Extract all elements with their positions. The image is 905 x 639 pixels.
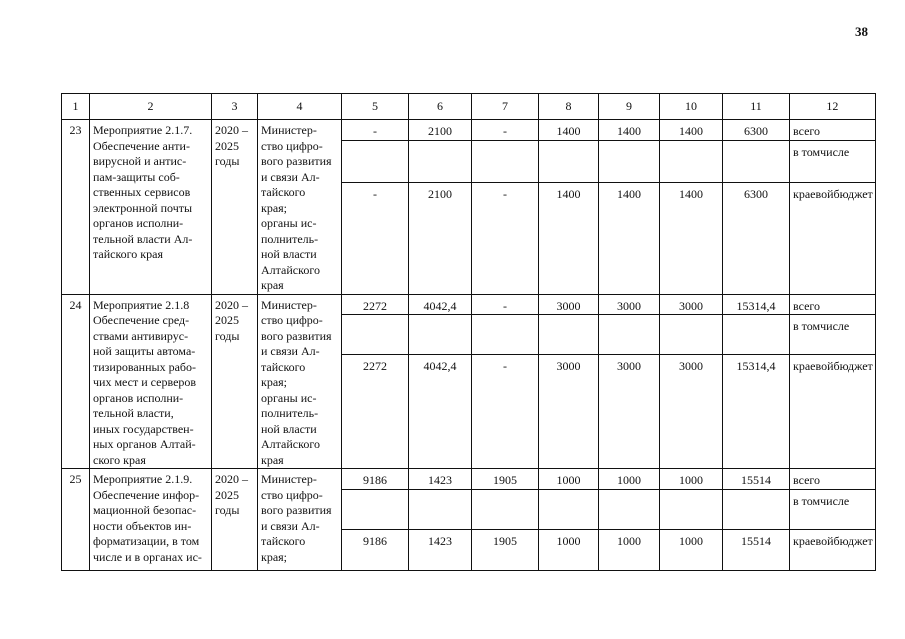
value-cell: 1905: [472, 469, 539, 490]
source-line: в том: [793, 145, 821, 160]
empty-value-cell: [539, 141, 599, 183]
activity-number: 24: [62, 294, 90, 469]
value-cell: 3000: [660, 294, 723, 315]
table-header-row: [62, 94, 876, 120]
value-cell: 1400: [599, 120, 660, 141]
activity-line: тизированных рабо-: [93, 359, 196, 374]
activity-line: иных государствен-: [93, 421, 194, 436]
source-line: краевой: [793, 187, 834, 201]
column-header: 7: [472, 94, 539, 120]
funding-source-including: [790, 489, 876, 529]
column-header: 10: [660, 94, 723, 120]
column-header: 2: [90, 94, 212, 120]
funding-source-budget: [790, 355, 876, 469]
executor-line: ной власти: [261, 421, 317, 436]
value-cell: 1000: [660, 469, 723, 490]
value-cell: -: [472, 183, 539, 295]
value-cell: 3000: [599, 294, 660, 315]
executor-line: тайского: [261, 534, 306, 548]
period-cell: [212, 120, 258, 295]
empty-value-cell: [472, 489, 539, 529]
empty-value-cell: [723, 315, 790, 355]
empty-value-cell: [599, 141, 660, 183]
column-header: 3: [212, 94, 258, 120]
value-cell: 15514: [723, 469, 790, 490]
executor-line: полнитель-: [261, 231, 319, 246]
activity-line: органов исполни-: [93, 390, 184, 405]
executor-line: края;: [261, 549, 288, 564]
period-line: годы: [215, 154, 240, 168]
source-line: в том: [793, 319, 821, 334]
executor-line: Министер-: [261, 472, 317, 486]
executor-cell: [258, 120, 342, 295]
source-line: бюджет: [833, 533, 873, 548]
activity-line: вирусной и антис-: [93, 154, 187, 168]
value-cell: 1400: [599, 183, 660, 295]
source-line: краевой: [793, 359, 834, 374]
value-cell: 3000: [539, 355, 599, 469]
value-cell: 1423: [409, 469, 472, 490]
activity-description: [90, 469, 212, 571]
source-line: числе: [820, 319, 850, 334]
funding-source-budget: [790, 529, 876, 570]
empty-value-cell: [409, 489, 472, 529]
column-header: 6: [409, 94, 472, 120]
empty-value-cell: [660, 489, 723, 529]
period-line: 2025: [215, 313, 239, 327]
empty-value-cell: [539, 489, 599, 529]
value-cell: 1423: [409, 529, 472, 570]
value-cell: 6300: [723, 120, 790, 141]
value-cell: -: [342, 183, 409, 295]
value-cell: -: [342, 120, 409, 141]
value-cell: 1400: [539, 120, 599, 141]
empty-value-cell: [472, 141, 539, 183]
period-line: 2025: [215, 138, 239, 153]
period-line: 2020 –: [215, 297, 248, 312]
value-cell: 2272: [342, 355, 409, 469]
executor-line: вого развития: [261, 154, 332, 168]
executor-line: Министер-: [261, 297, 317, 312]
executor-cell: [258, 469, 342, 571]
activity-number: 23: [62, 120, 90, 295]
column-header: 8: [539, 94, 599, 120]
executor-line: и связи Ал-: [261, 344, 320, 358]
table-row: [62, 294, 876, 315]
value-cell: 9186: [342, 469, 409, 490]
period-cell: [212, 469, 258, 571]
value-cell: 15314,4: [723, 355, 790, 469]
page-number: 38: [855, 24, 868, 39]
executor-line: края;: [261, 375, 288, 389]
value-cell: 15314,4: [723, 294, 790, 315]
source-line: числе: [820, 145, 850, 160]
executor-line: ство цифро-: [261, 487, 323, 502]
source-line: бюджет: [833, 359, 873, 374]
executor-line: органы ис-: [261, 216, 317, 230]
executor-cell: [258, 294, 342, 469]
activity-line: ского края: [93, 452, 146, 467]
value-cell: 2100: [409, 183, 472, 295]
value-cell: 4042,4: [409, 355, 472, 469]
activity-line: числе и в органах ис-: [93, 549, 202, 564]
empty-value-cell: [599, 489, 660, 529]
value-cell: 1000: [599, 469, 660, 490]
column-header: 1: [62, 94, 90, 120]
column-header: 9: [599, 94, 660, 120]
activity-line: ной защиты автома-: [93, 344, 196, 358]
value-cell: 2272: [342, 294, 409, 315]
executor-line: Министер-: [261, 123, 317, 137]
value-cell: 1400: [660, 183, 723, 295]
activity-description: [90, 294, 212, 469]
executor-line: ство цифро-: [261, 313, 323, 327]
value-cell: -: [472, 120, 539, 141]
activity-line: тайского края: [93, 247, 163, 261]
value-cell: 15514: [723, 529, 790, 570]
activity-line: ственных сервисов: [93, 185, 191, 199]
value-cell: 4042,4: [409, 294, 472, 315]
executor-line: тайского: [261, 185, 306, 199]
period-line: 2020 –: [215, 472, 248, 486]
executor-line: тайского: [261, 359, 306, 374]
activity-line: Обеспечение инфор-: [93, 487, 200, 502]
column-header: 4: [258, 94, 342, 120]
period-line: годы: [215, 503, 240, 517]
activity-line: ствами антивирус-: [93, 328, 189, 343]
activity-line: Мероприятие 2.1.8: [93, 297, 190, 312]
activity-line: Мероприятие 2.1.7.: [93, 123, 193, 137]
activity-line: Мероприятие 2.1.9.: [93, 472, 193, 486]
empty-value-cell: [599, 315, 660, 355]
value-cell: 1905: [472, 529, 539, 570]
value-cell: -: [472, 355, 539, 469]
value-cell: 3000: [660, 355, 723, 469]
empty-value-cell: [342, 489, 409, 529]
empty-value-cell: [660, 315, 723, 355]
activity-line: тельной власти Ал-: [93, 231, 193, 246]
funding-source-including: [790, 315, 876, 355]
activity-line: Обеспечение сред-: [93, 313, 190, 327]
source-line: бюджет: [833, 187, 873, 201]
value-cell: 1000: [539, 529, 599, 570]
activity-description: [90, 120, 212, 295]
period-cell: [212, 294, 258, 469]
executor-line: и связи Ал-: [261, 518, 320, 533]
activity-line: форматизации, в том: [93, 534, 200, 548]
empty-value-cell: [409, 315, 472, 355]
value-cell: 9186: [342, 529, 409, 570]
executor-line: и связи Ал-: [261, 169, 320, 184]
executor-line: края: [261, 278, 284, 292]
column-header: 12: [790, 94, 876, 120]
executor-line: полнитель-: [261, 406, 319, 420]
value-cell: 3000: [599, 355, 660, 469]
empty-value-cell: [342, 141, 409, 183]
source-line: краевой: [793, 533, 834, 548]
activity-line: ных органов Алтай-: [93, 437, 196, 451]
empty-value-cell: [660, 141, 723, 183]
activity-line: электронной почты: [93, 200, 193, 215]
source-line: в том: [793, 493, 821, 508]
value-cell: 2100: [409, 120, 472, 141]
executor-line: ной власти: [261, 247, 317, 261]
empty-value-cell: [723, 141, 790, 183]
executor-line: края: [261, 452, 284, 467]
table-row: [62, 469, 876, 490]
funding-source-total: всего: [790, 120, 876, 141]
column-header: 11: [723, 94, 790, 120]
executor-line: Алтайского: [261, 437, 320, 451]
value-cell: 6300: [723, 183, 790, 295]
executor-line: ство цифро-: [261, 138, 323, 153]
source-line: числе: [820, 493, 850, 508]
activities-table: [61, 93, 876, 571]
value-cell: 1000: [599, 529, 660, 570]
value-cell: 1000: [660, 529, 723, 570]
table-row: [62, 120, 876, 141]
value-cell: -: [472, 294, 539, 315]
executor-line: вого развития: [261, 328, 332, 343]
executor-line: органы ис-: [261, 390, 317, 405]
funding-source-total: всего: [790, 469, 876, 490]
value-cell: 1400: [660, 120, 723, 141]
period-line: годы: [215, 328, 240, 343]
empty-value-cell: [342, 315, 409, 355]
period-line: 2020 –: [215, 123, 248, 137]
empty-value-cell: [409, 141, 472, 183]
column-header: 5: [342, 94, 409, 120]
empty-value-cell: [539, 315, 599, 355]
period-line: 2025: [215, 487, 239, 502]
funding-source-including: [790, 141, 876, 183]
empty-value-cell: [472, 315, 539, 355]
executor-line: вого развития: [261, 503, 332, 517]
activity-line: органов исполни-: [93, 216, 184, 230]
funding-source-budget: [790, 183, 876, 295]
activity-line: тельной власти,: [93, 406, 174, 420]
executor-line: Алтайского: [261, 262, 320, 277]
activity-line: чих мест и серверов: [93, 375, 197, 389]
activity-line: Обеспечение анти-: [93, 138, 190, 153]
executor-line: края;: [261, 200, 288, 215]
activity-line: ности объектов ин-: [93, 518, 192, 533]
activity-number: 25: [62, 469, 90, 571]
value-cell: 1400: [539, 183, 599, 295]
activity-line: мационной безопас-: [93, 503, 197, 517]
activity-line: пам-защиты соб-: [93, 169, 180, 184]
value-cell: 3000: [539, 294, 599, 315]
funding-source-total: всего: [790, 294, 876, 315]
value-cell: 1000: [539, 469, 599, 490]
empty-value-cell: [723, 489, 790, 529]
